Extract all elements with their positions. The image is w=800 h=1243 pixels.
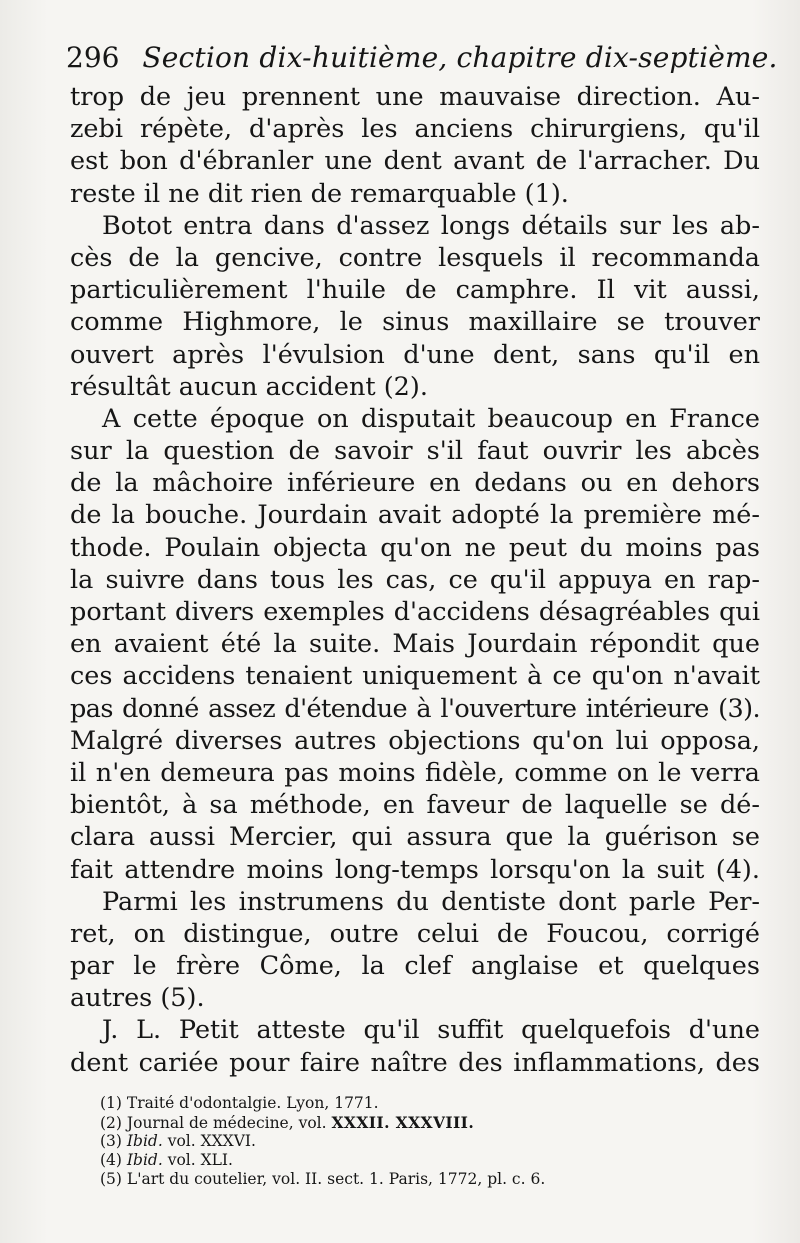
footnote-number: (2) (100, 1114, 122, 1132)
footnote-4 (100, 1151, 720, 1170)
footnote-2 (100, 1113, 720, 1132)
text-line: de la mâchoire inférieure en dedans ou en dehors (70, 468, 760, 499)
text-line: en avaient été la suite. Mais Jourdain répondit que (70, 629, 760, 660)
text-line: Parmi les instrumens du dentiste dont parle Per- (102, 886, 760, 917)
running-title: Section dix-huitième, chapitre dix-septième. (142, 41, 778, 74)
text-line: zebi répète, d'après les anciens chirurgiens, qu'il (70, 114, 760, 145)
text-line: dent cariée pour faire naître des inflammations, des (70, 1047, 760, 1078)
footnote-text: L'art du coutelier, vol. II. sect. 1. Paris, 1772, pl. c. 6. (126, 1170, 546, 1188)
footnotes (100, 1094, 720, 1189)
footnote-5 (100, 1170, 720, 1189)
text-line: pas donné assez d'étendue à l'ouverture intérieure (3). (70, 693, 760, 724)
text-line: ces accidens tenaient uniquement à ce qu'on n'avait (70, 661, 760, 692)
text-line: particulièrement l'huile de camphre. Il vit aussi, (70, 275, 760, 306)
footnote-ibid: Ibid. (126, 1151, 163, 1169)
page-number: 296 (66, 41, 120, 74)
footnote-number: (5) (100, 1170, 122, 1188)
footnote-text: vol. XXXVI. (162, 1132, 256, 1150)
footnote-1 (100, 1094, 720, 1113)
text-line: Malgré diverses autres objections qu'on lui opposa, (70, 725, 760, 756)
text-line: de la bouche. Jourdain avait adopté la première mé- (70, 500, 760, 531)
footnote-3 (100, 1132, 720, 1151)
footnote-ibid: Ibid. (126, 1132, 163, 1150)
footnote-number: (4) (100, 1151, 122, 1169)
text-line: Botot entra dans d'assez longs détails sur les ab- (102, 210, 760, 241)
footnote-text: Journal de médecine, vol. (126, 1114, 327, 1132)
text-line: est bon d'ébranler une dent avant de l'arracher. Du (70, 146, 760, 177)
text-line: J. L. Petit atteste qu'il suffit quelquefois d'une (102, 1015, 760, 1046)
text-line: clara aussi Mercier, qui assura que la guérison se (70, 822, 760, 853)
footnote-text: vol. XLI. (162, 1151, 233, 1169)
text-line: comme Highmore, le sinus maxillaire se trouver (70, 307, 760, 338)
text-line: bientôt, à sa méthode, en faveur de laquelle se dé- (70, 790, 760, 821)
text-line: cès de la gencive, contre lesquels il recommanda (70, 242, 760, 273)
text-line: A cette époque on disputait beaucoup en France (102, 403, 760, 434)
text-line: il n'en demeura pas moins fidèle, comme on le verra (70, 757, 760, 788)
text-line: autres (5). (70, 983, 205, 1014)
text-line: trop de jeu prennent une mauvaise direction. Au- (70, 82, 760, 112)
footnote-number: (1) (100, 1094, 122, 1112)
text-line: ret, on distingue, outre celui de Foucou, corrigé (70, 918, 760, 949)
text-line: par le frère Côme, la clef anglaise et quelques (70, 951, 760, 982)
text-line: ouvert après l'évulsion d'une dent, sans qu'il en (70, 339, 760, 370)
text-line: thode. Poulain objecta qu'on ne peut du moins pas (70, 532, 760, 563)
footnote-number: (3) (100, 1132, 122, 1150)
text-line: sur la question de savoir s'il faut ouvrir les abcès (70, 436, 760, 467)
text-line: reste il ne dit rien de remarquable (1). (70, 178, 569, 209)
page-header (66, 38, 778, 78)
text-line: fait attendre moins long-temps lorsqu'on la suit (4). (70, 854, 760, 885)
text-line: portant divers exemples d'accidens désagréables qui (70, 597, 760, 627)
text-line: résultât aucun accident (2). (70, 371, 428, 402)
body-text (70, 81, 760, 1079)
footnote-text: Traité d'odontalgie. Lyon, 1771. (126, 1094, 379, 1112)
text-line: la suivre dans tous les cas, ce qu'il appuya en rap- (70, 564, 760, 595)
footnote-volumes: XXXII. XXXVIII. (331, 1113, 475, 1132)
